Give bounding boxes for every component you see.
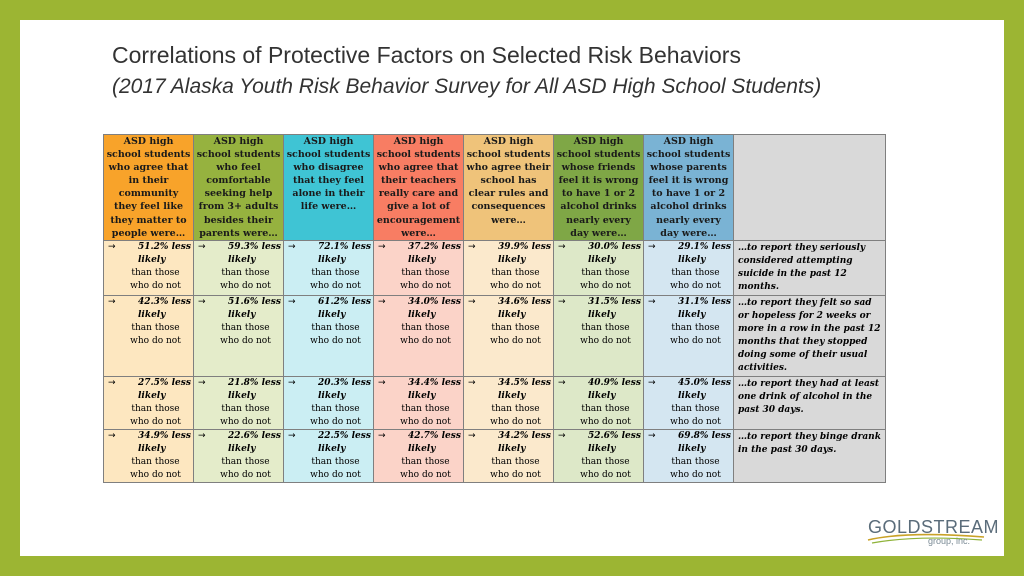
who-do-not-label: who do not — [220, 335, 271, 346]
likely-label: likely — [408, 390, 436, 401]
value-cell-content — [464, 241, 553, 293]
header-row — [104, 135, 886, 241]
value-cell — [554, 429, 644, 482]
than-label: than those — [671, 403, 720, 414]
arrow-icon: → — [108, 241, 116, 252]
arrow-icon: → — [648, 377, 656, 388]
value-cell-content — [104, 296, 193, 348]
percent-value: 31.1% less — [678, 296, 731, 307]
likely-label: likely — [588, 443, 616, 454]
who-do-not-label: who do not — [490, 335, 541, 346]
value-cell-content — [554, 377, 643, 429]
likely-label: likely — [228, 254, 256, 265]
column-header: ASD high school students whose parents feel it is wrong to have 1 or 2 alcohol drinks nearly every day were… — [644, 135, 734, 241]
value-cell — [194, 295, 284, 376]
arrow-icon: → — [288, 241, 296, 252]
page-title: Correlations of Protective Factors on Selected Risk Behaviors — [112, 42, 741, 68]
likely-label: likely — [228, 309, 256, 320]
value-cell — [104, 240, 194, 295]
column-header: ASD high school students who agree that in their community they feel like they matter to people were… — [104, 135, 194, 241]
value-cell-content — [194, 430, 283, 482]
percent-value: 34.9% less — [138, 430, 191, 441]
likely-label: likely — [318, 443, 346, 454]
percent-value: 20.3% less — [318, 377, 371, 388]
than-label: than those — [581, 322, 630, 333]
than-label: than those — [491, 456, 540, 467]
risk-behavior-description: …to report they seriously considered attempting suicide in the past 12 months. — [738, 242, 866, 292]
value-cell — [464, 295, 554, 376]
likely-label: likely — [678, 390, 706, 401]
percent-value: 34.6% less — [498, 296, 551, 307]
value-cell — [284, 240, 374, 295]
risk-behavior-cell — [734, 295, 886, 376]
value-cell — [374, 240, 464, 295]
likely-label: likely — [408, 309, 436, 320]
who-do-not-label: who do not — [130, 469, 181, 480]
value-cell-content — [644, 296, 733, 348]
than-label: than those — [581, 403, 630, 414]
value-cell — [194, 240, 284, 295]
value-cell — [284, 376, 374, 429]
arrow-icon: → — [468, 241, 476, 252]
likely-label: likely — [678, 443, 706, 454]
who-do-not-label: who do not — [400, 416, 451, 427]
likely-label: likely — [498, 390, 526, 401]
who-do-not-label: who do not — [310, 280, 361, 291]
than-label: than those — [671, 322, 720, 333]
value-cell — [104, 429, 194, 482]
risk-behavior-description: …to report they felt so sad or hopeless for 2 weeks or more in a row in the past 12 months that they stopped doing some of their usual activities. — [738, 297, 881, 373]
value-cell — [644, 240, 734, 295]
value-cell — [284, 295, 374, 376]
value-cell-content — [284, 296, 373, 348]
percent-value: 61.2% less — [318, 296, 371, 307]
goldstream-logo — [866, 517, 1000, 561]
likely-label: likely — [498, 254, 526, 265]
who-do-not-label: who do not — [580, 335, 631, 346]
percent-value: 29.1% less — [678, 241, 731, 252]
value-cell-content — [194, 241, 283, 293]
than-label: than those — [131, 403, 180, 414]
arrow-icon: → — [288, 430, 296, 441]
value-cell-content — [554, 241, 643, 293]
page-subtitle: (2017 Alaska Youth Risk Behavior Survey for All ASD High School Students) — [112, 75, 822, 98]
likely-label: likely — [138, 309, 166, 320]
than-label: than those — [671, 267, 720, 278]
value-cell-content — [374, 377, 463, 429]
likely-label: likely — [228, 390, 256, 401]
likely-label: likely — [588, 254, 616, 265]
who-do-not-label: who do not — [220, 416, 271, 427]
arrow-icon: → — [468, 377, 476, 388]
who-do-not-label: who do not — [670, 335, 721, 346]
value-cell-content — [104, 430, 193, 482]
than-label: than those — [311, 403, 360, 414]
risk-behavior-description: …to report they had at least one drink of alcohol in the past 30 days. — [738, 378, 880, 415]
than-label: than those — [221, 403, 270, 414]
than-label: than those — [131, 267, 180, 278]
likely-label: likely — [138, 443, 166, 454]
who-do-not-label: who do not — [490, 416, 541, 427]
who-do-not-label: who do not — [580, 469, 631, 480]
value-cell-content — [464, 430, 553, 482]
who-do-not-label: who do not — [400, 280, 451, 291]
who-do-not-label: who do not — [580, 416, 631, 427]
column-header: ASD high school students who agree that their teachers really care and give a lot of encouragement were… — [374, 135, 464, 241]
column-header: ASD high school students who disagree that they feel alone in their life were… — [284, 135, 374, 241]
value-cell-content — [554, 430, 643, 482]
who-do-not-label: who do not — [310, 335, 361, 346]
percent-value: 51.6% less — [228, 296, 281, 307]
table-row — [104, 295, 886, 376]
percent-value: 22.5% less — [318, 430, 371, 441]
who-do-not-label: who do not — [310, 416, 361, 427]
who-do-not-label: who do not — [220, 280, 271, 291]
percent-value: 42.3% less — [138, 296, 191, 307]
arrow-icon: → — [558, 377, 566, 388]
than-label: than those — [491, 403, 540, 414]
likely-label: likely — [228, 443, 256, 454]
likely-label: likely — [588, 309, 616, 320]
table-row — [104, 240, 886, 295]
likely-label: likely — [318, 254, 346, 265]
percent-value: 39.9% less — [498, 241, 551, 252]
likely-label: likely — [318, 309, 346, 320]
column-header: ASD high school students whose friends feel it is wrong to have 1 or 2 alcohol drinks nearly every day were… — [554, 135, 644, 241]
value-cell-content — [194, 377, 283, 429]
than-label: than those — [491, 267, 540, 278]
value-cell — [194, 376, 284, 429]
logo-subtext: group, inc. — [927, 536, 970, 546]
percent-value: 40.9% less — [588, 377, 641, 388]
who-do-not-label: who do not — [400, 469, 451, 480]
value-cell-content — [104, 377, 193, 429]
arrow-icon: → — [558, 241, 566, 252]
likely-label: likely — [138, 390, 166, 401]
value-cell-content — [284, 430, 373, 482]
percent-value: 51.2% less — [138, 241, 191, 252]
percent-value: 34.5% less — [498, 377, 551, 388]
than-label: than those — [131, 322, 180, 333]
value-cell — [194, 429, 284, 482]
who-do-not-label: who do not — [130, 416, 181, 427]
value-cell-content — [374, 430, 463, 482]
than-label: than those — [401, 403, 450, 414]
arrow-icon: → — [198, 241, 206, 252]
than-label: than those — [581, 456, 630, 467]
arrow-icon: → — [468, 296, 476, 307]
likely-label: likely — [408, 443, 436, 454]
value-cell — [464, 429, 554, 482]
who-do-not-label: who do not — [670, 280, 721, 291]
arrow-icon: → — [108, 296, 116, 307]
value-cell-content — [464, 377, 553, 429]
who-do-not-label: who do not — [130, 335, 181, 346]
value-cell — [104, 376, 194, 429]
percent-value: 69.8% less — [678, 430, 731, 441]
arrow-icon: → — [108, 430, 116, 441]
than-label: than those — [581, 267, 630, 278]
risk-behavior-cell — [734, 376, 886, 429]
value-cell — [554, 240, 644, 295]
who-do-not-label: who do not — [310, 469, 361, 480]
arrow-icon: → — [198, 430, 206, 441]
than-label: than those — [401, 456, 450, 467]
risk-behavior-description: …to report they binge drank in the past 30 days. — [738, 431, 881, 455]
value-cell-content — [284, 377, 373, 429]
than-label: than those — [401, 267, 450, 278]
than-label: than those — [311, 456, 360, 467]
percent-value: 37.2% less — [408, 241, 461, 252]
value-cell-content — [194, 296, 283, 348]
value-cell — [104, 295, 194, 376]
value-cell-content — [464, 296, 553, 348]
arrow-icon: → — [198, 377, 206, 388]
arrow-icon: → — [648, 296, 656, 307]
arrow-icon: → — [198, 296, 206, 307]
arrow-icon: → — [288, 377, 296, 388]
percent-value: 34.4% less — [408, 377, 461, 388]
arrow-icon: → — [648, 430, 656, 441]
value-cell-content — [374, 241, 463, 293]
arrow-icon: → — [558, 296, 566, 307]
value-cell-content — [554, 296, 643, 348]
percent-value: 34.2% less — [498, 430, 551, 441]
likely-label: likely — [498, 443, 526, 454]
arrow-icon: → — [558, 430, 566, 441]
value-cell-content — [374, 296, 463, 348]
who-do-not-label: who do not — [580, 280, 631, 291]
likely-label: likely — [408, 254, 436, 265]
arrow-icon: → — [648, 241, 656, 252]
likely-label: likely — [318, 390, 346, 401]
percent-value: 34.0% less — [408, 296, 461, 307]
correlation-table — [103, 134, 886, 483]
value-cell — [374, 376, 464, 429]
table-row — [104, 429, 886, 482]
than-label: than those — [131, 456, 180, 467]
risk-behavior-cell — [734, 429, 886, 482]
arrow-icon: → — [378, 241, 386, 252]
percent-value: 42.7% less — [408, 430, 461, 441]
percent-value: 30.0% less — [588, 241, 641, 252]
percent-value: 31.5% less — [588, 296, 641, 307]
value-cell — [464, 376, 554, 429]
value-cell-content — [644, 430, 733, 482]
than-label: than those — [221, 322, 270, 333]
value-cell — [554, 295, 644, 376]
value-cell — [464, 240, 554, 295]
likely-label: likely — [678, 254, 706, 265]
value-cell — [284, 429, 374, 482]
who-do-not-label: who do not — [670, 416, 721, 427]
likely-label: likely — [498, 309, 526, 320]
value-cell — [374, 429, 464, 482]
logo-name: GOLDSTREAM — [868, 517, 1000, 537]
column-header-empty — [734, 135, 886, 241]
arrow-icon: → — [378, 430, 386, 441]
who-do-not-label: who do not — [670, 469, 721, 480]
table-row — [104, 376, 886, 429]
who-do-not-label: who do not — [490, 469, 541, 480]
arrow-icon: → — [378, 377, 386, 388]
risk-behavior-cell — [734, 240, 886, 295]
likely-label: likely — [588, 390, 616, 401]
percent-value: 52.6% less — [588, 430, 641, 441]
column-header: ASD high school students who agree their school has clear rules and consequences were… — [464, 135, 554, 241]
value-cell — [374, 295, 464, 376]
arrow-icon: → — [288, 296, 296, 307]
likely-label: likely — [678, 309, 706, 320]
value-cell — [644, 429, 734, 482]
value-cell-content — [644, 377, 733, 429]
than-label: than those — [491, 322, 540, 333]
value-cell-content — [104, 241, 193, 293]
value-cell-content — [644, 241, 733, 293]
column-header: ASD high school students who feel comfortable seeking help from 3+ adults besides their parents were… — [194, 135, 284, 241]
than-label: than those — [401, 322, 450, 333]
percent-value: 21.8% less — [228, 377, 281, 388]
percent-value: 45.0% less — [678, 377, 731, 388]
percent-value: 27.5% less — [138, 377, 191, 388]
than-label: than those — [221, 267, 270, 278]
likely-label: likely — [138, 254, 166, 265]
who-do-not-label: who do not — [400, 335, 451, 346]
value-cell-content — [284, 241, 373, 293]
percent-value: 72.1% less — [318, 241, 371, 252]
percent-value: 59.3% less — [228, 241, 281, 252]
arrow-icon: → — [468, 430, 476, 441]
arrow-icon: → — [108, 377, 116, 388]
value-cell — [554, 376, 644, 429]
than-label: than those — [671, 456, 720, 467]
who-do-not-label: who do not — [130, 280, 181, 291]
value-cell — [644, 376, 734, 429]
than-label: than those — [311, 322, 360, 333]
than-label: than those — [221, 456, 270, 467]
percent-value: 22.6% less — [228, 430, 281, 441]
who-do-not-label: who do not — [490, 280, 541, 291]
than-label: than those — [311, 267, 360, 278]
who-do-not-label: who do not — [220, 469, 271, 480]
arrow-icon: → — [378, 296, 386, 307]
value-cell — [644, 295, 734, 376]
